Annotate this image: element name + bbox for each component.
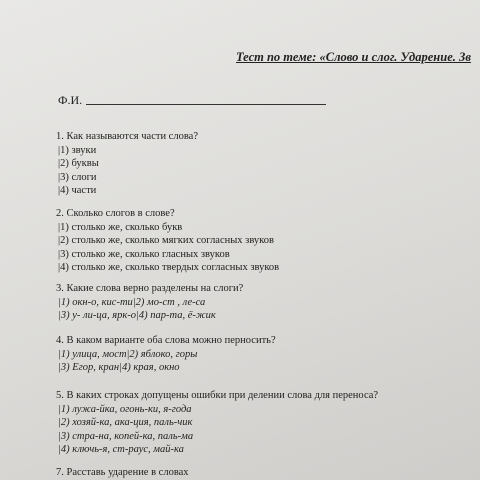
test-title: Тест по теме: «Слово и слог. Ударение. Зв xyxy=(236,50,471,64)
question-3-options-row-2[interactable]: |3) у- ли-ца, ярк-о|4) пар-та, ё-жик xyxy=(58,310,216,322)
question-5-option-2[interactable]: |2) хозяй-ка, ака-ция, паль-чик xyxy=(58,417,193,429)
name-underline xyxy=(86,104,326,105)
question-4-options-row-1[interactable]: |1) улица, мост|2) яблоко, горы xyxy=(58,349,198,361)
question-2 xyxy=(56,207,279,274)
question-3 xyxy=(56,282,243,323)
question-1 xyxy=(56,130,198,197)
question-5 xyxy=(56,389,378,456)
question-1-title: 1. Как называются части слова? xyxy=(56,131,198,142)
question-2-title: 2. Сколько слогов в слове? xyxy=(56,208,175,219)
question-4 xyxy=(56,334,276,375)
question-7 xyxy=(56,466,189,480)
question-2-option-3[interactable]: |3) столько же, сколько гласных звуков xyxy=(58,248,230,260)
question-3-options-row-1[interactable]: |1) окн-о, кис-ти|2) мо-ст , ле-са xyxy=(58,297,206,309)
question-5-option-1[interactable]: |1) лужа-йка, огонь-ки, я-года xyxy=(58,404,192,416)
question-2-option-4[interactable]: |4) столько же, сколько твердых согласных звуков xyxy=(58,261,280,273)
question-5-option-4[interactable]: |4) ключь-я, ст-раус, май-ка xyxy=(58,443,184,455)
question-2-option-2[interactable]: |2) столько же, сколько мягких согласных звуков xyxy=(58,235,274,247)
question-7-title: 7. Расставь ударение в словах xyxy=(56,467,189,478)
question-1-option-2[interactable]: |2) буквы xyxy=(58,158,99,170)
question-5-option-3[interactable]: |3) стра-на, копей-ка, паль-ма xyxy=(58,430,194,442)
question-2-option-1[interactable]: |1) столько же, сколько букв xyxy=(58,222,183,234)
question-4-title: 4. В каком варианте оба слова можно перносить? xyxy=(56,335,276,346)
question-3-title: 3. Какие слова верно разделены на слоги? xyxy=(56,283,244,294)
question-1-option-1[interactable]: |1) звуки xyxy=(58,145,97,157)
name-label: Ф.И. xyxy=(58,93,83,107)
question-1-option-4[interactable]: |4) части xyxy=(58,184,97,196)
question-5-title: 5. В каких строках допущены ошибки при делении слова для переноса? xyxy=(56,390,379,401)
question-1-option-3[interactable]: |3) слоги xyxy=(58,171,97,183)
question-4-options-row-2[interactable]: |3) Егор, кран|4) края, окно xyxy=(58,362,180,374)
